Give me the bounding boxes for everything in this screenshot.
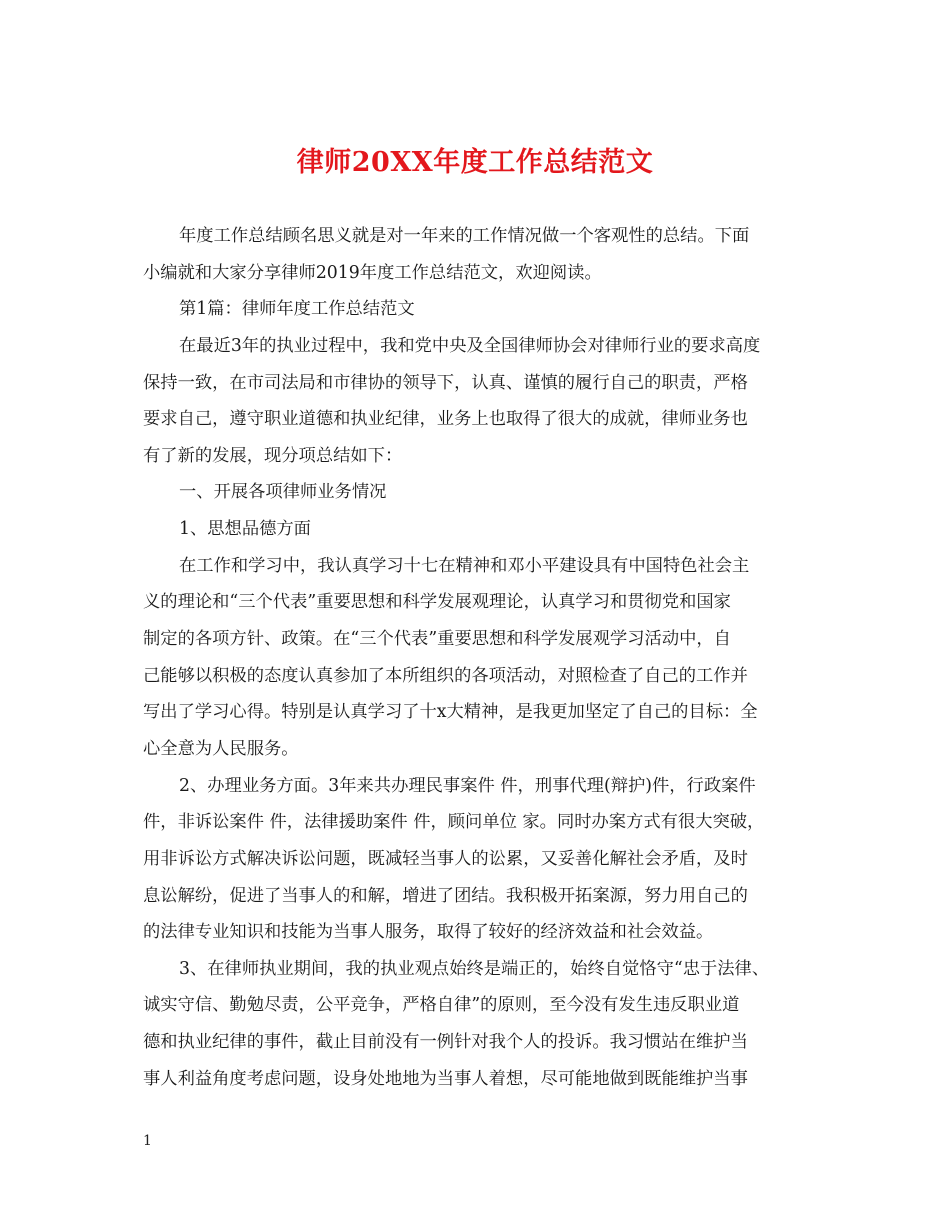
paragraph-line: 在工作和学习中，我认真学习十七在精神和邓小平建设具有中国特色社会主: [179, 555, 750, 576]
paragraph-line: 心全意为人民服务。: [143, 738, 299, 759]
document-body: [143, 218, 815, 1097]
paragraph-line: 在最近3年的执业过程中，我和党中央及全国律师协会对律师行业的要求高度: [179, 335, 761, 356]
paragraph-line: 小编就和大家分享律师2019年度工作总结范文，欢迎阅读。: [143, 262, 602, 283]
paragraph-line: 第1篇：律师年度工作总结范文: [179, 299, 415, 320]
paragraph-line: 的法律专业知识和技能为当事人服务，取得了较好的经济效益和社会效益。: [143, 922, 714, 943]
paragraph-line: 有了新的发展，现分项总结如下：: [143, 445, 403, 466]
document-title: 律师20XX年度工作总结范文: [296, 147, 654, 178]
paragraph-line: 1、思想品德方面: [179, 519, 311, 540]
paragraph-line: 件，非诉讼案件 件，法律援助案件 件，顾问单位 家。同时办案方式有很大突破，: [143, 812, 765, 833]
paragraph-line: 诚实守信、勤勉尽责，公平竞争，严格自律”的原则，至今没有发生违反职业道: [143, 995, 740, 1016]
paragraph-line: 息讼解纷，促进了当事人的和解，增进了团结。我积极开拓案源，努力用自己的: [143, 885, 748, 906]
paragraph-line: 年度工作总结顾名思义就是对一年来的工作情况做一个客观性的总结。下面: [179, 226, 750, 246]
paragraph-line: 保持一致，在市司法局和市律协的领导下，认真、谨慎的履行自己的职责，严格: [143, 372, 748, 393]
paragraph-line: 3、在律师执业期间，我的执业观点始终是端正的，始终自觉恪守“忠于法律、: [179, 958, 770, 979]
paragraph-line: 己能够以积极的态度认真参加了本所组织的各项活动，对照检查了自己的工作并: [143, 665, 748, 686]
paragraph-line: 写出了学习心得。特别是认真学习了十x大精神，是我更加坚定了自己的目标：全: [143, 702, 758, 723]
paragraph-line: 德和执业纪律的事件，截止目前没有一例针对我个人的投诉。我习惯站在维护当: [143, 1032, 748, 1053]
paragraph-line: 一、开展各项律师业务情况: [179, 482, 387, 503]
paragraph-line: 用非诉讼方式解决诉讼问题，既减轻当事人的讼累，又妥善化解社会矛盾，及时: [143, 848, 748, 869]
paragraph-line: 2、办理业务方面。3年来共办理民事案件 件，刑事代理(辩护)件，行政案件: [179, 775, 756, 796]
paragraph-line: 要求自己，遵守职业道德和执业纪律，业务上也取得了很大的成就，律师业务也: [143, 409, 748, 430]
paragraph-line: 制定的各项方针、政策。在“三个代表”重要思想和科学发展观学习活动中，自: [143, 629, 731, 650]
page-number: 1: [143, 1133, 152, 1149]
paragraph-line: 义的理论和“三个代表”重要思想和科学发展观理论，认真学习和贯彻党和国家: [143, 592, 731, 613]
paragraph-line: 事人利益角度考虑问题，设身处地地为当事人着想，尽可能地做到既能维护当事: [143, 1068, 748, 1089]
